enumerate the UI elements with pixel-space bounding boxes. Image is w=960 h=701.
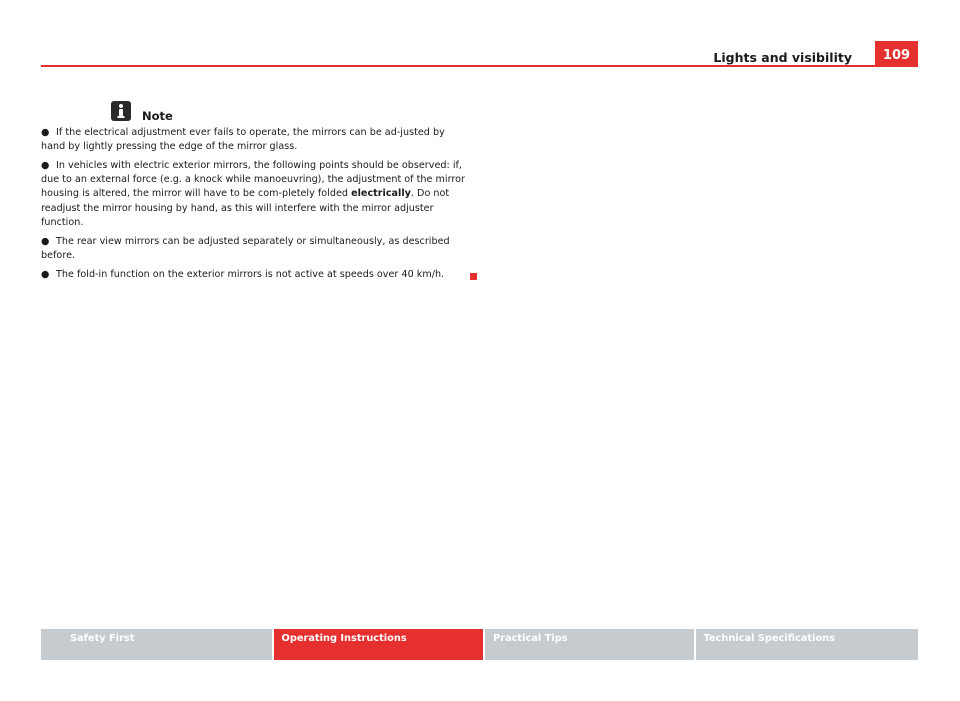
note-item: ● The fold-in function on the exterior mirrors is not active at speeds over 40 km/h. [41,268,469,282]
section-end-marker [470,273,477,280]
bullet-icon: ● [41,235,50,247]
note-block [41,98,469,286]
note-list [41,126,469,282]
emphasis-text: electrically [351,188,411,200]
footer-nav [41,629,918,660]
page-number: 109 [875,41,918,67]
note-item: ● If the electrical adjustment ever fails to operate, the mirrors can be ad-justed by hand by lightly pressing the edge of the mirror glass. [41,127,445,153]
note-item: ● The rear view mirrors can be adjusted separately or simultaneously, as described before. [41,235,450,261]
section-title: Lights and visibility [713,50,852,65]
note-item: ● In vehicles with electric exterior mirrors, the following points should be observed: if, due to an external force (e.g. a knock while manoeuvring), the adjustment of the mirror housing is altered, the mirror will have to be com-pletely folded electrically. Do not readjust the mirror housing by hand, as this will interfere with the mirror adjuster function. [41,159,465,229]
header-rule [41,65,918,67]
bullet-icon: ● [41,159,50,171]
nav-tab-technical-specifications[interactable]: Technical Specifications [696,629,918,660]
nav-tab-safety-first[interactable]: Safety First [41,629,272,660]
note-header [111,98,469,124]
nav-tab-practical-tips[interactable]: Practical Tips [485,629,694,660]
bullet-icon: ● [41,127,50,138]
info-icon [111,101,131,121]
note-title: Note [142,109,173,123]
nav-tab-operating-instructions[interactable]: Operating Instructions [274,629,484,660]
bullet-icon: ● [41,268,50,280]
